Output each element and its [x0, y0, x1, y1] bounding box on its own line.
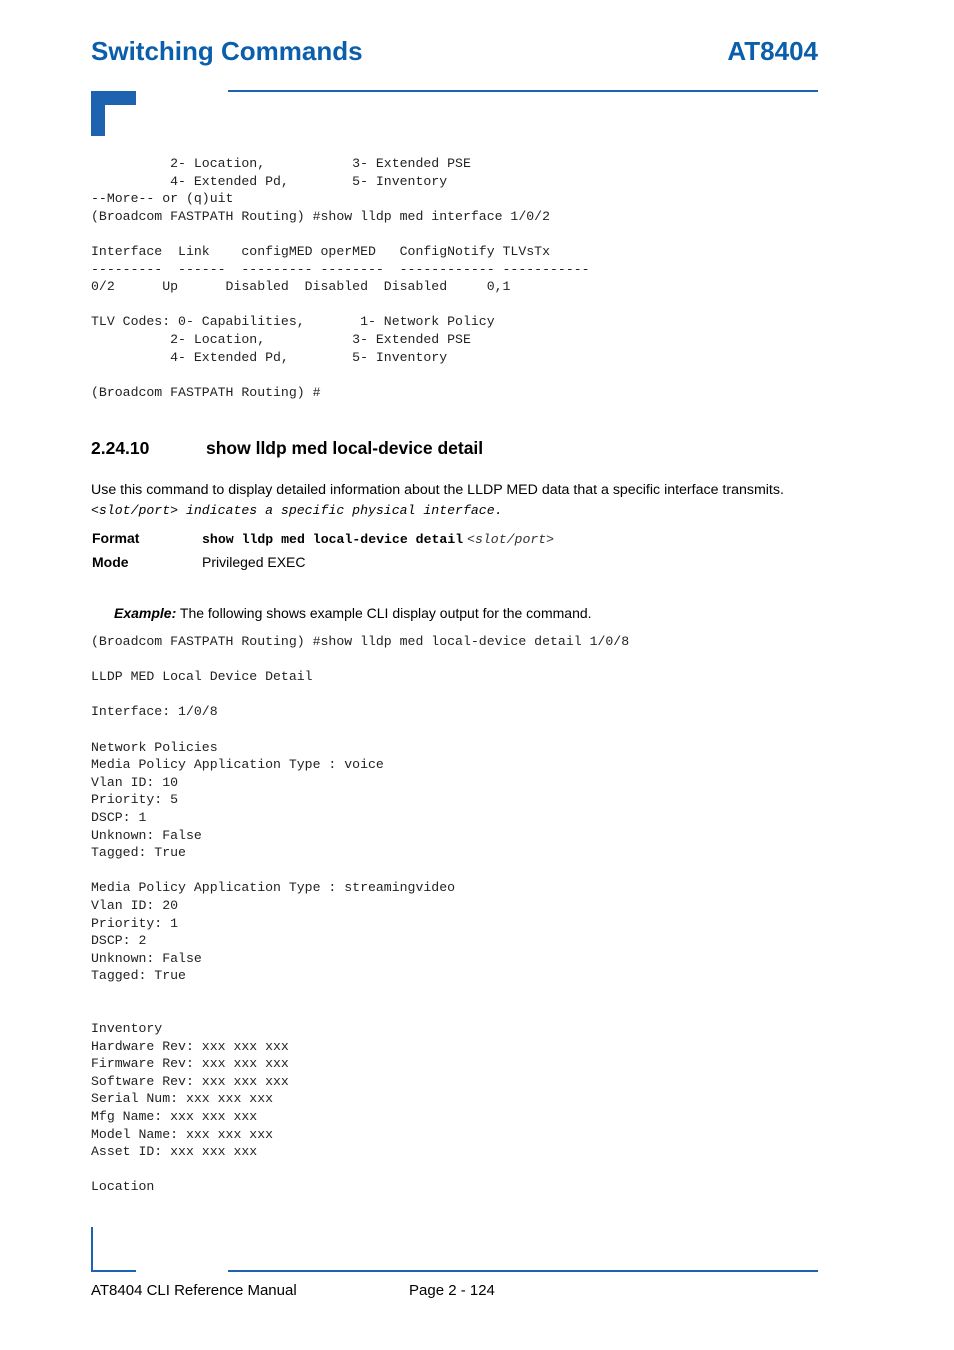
slot-port-note: <slot/port> indicates a specific physical interface. [91, 503, 503, 518]
section-title: show lldp med local-device detail [206, 438, 484, 458]
code-block-local-device-output: (Broadcom FASTPATH Routing) #show lldp med local-device detail 1/0/8 LLDP MED Local Device Detail Interface: 1/0/8 Network Policies Media Policy Application Type : voice Vlan ID: 10 Priority: 5 DSCP: 1 Unknown: False Tagged: True Media Policy Application Type : streamingvideo Vlan ID: 20 Priority: 1 DSCP: 2 Unknown: False Tagged: True Inventory Hardware Rev: xxx xxx xxx Firmware Rev: xxx xxx xxx Software Rev: xxx xxx xxx Serial Num: xxx xxx xxx Mfg Name: xxx xxx xxx Model Name: xxx xxx xxx Asset ID: xxx xxx xxx Location [91, 634, 630, 1195]
format-value [202, 530, 554, 547]
page-header-title: Switching Commands [91, 36, 363, 66]
mode-label: Mode [92, 554, 129, 570]
corner-mark-horizontal [91, 91, 136, 105]
footer-page-number: Page 2 - 124 [409, 1282, 495, 1299]
example-label: Example: [114, 605, 177, 621]
example-text: The following shows example CLI display output for the command. [179, 605, 592, 621]
description-text: Use this command to display detailed information about the LLDP MED data that a specific interface transmits. [91, 482, 784, 498]
section-heading [91, 438, 483, 459]
footer-rule [228, 1270, 818, 1272]
footer-manual-title: AT8404 CLI Reference Manual [91, 1282, 297, 1299]
footer-corner-vertical [91, 1227, 93, 1272]
code-block-interface-output: 2- Location, 3- Extended PSE 4- Extended Pd, 5- Inventory --More-- or (q)uit (Broadcom FASTPATH Routing) #show lldp med interface 1/0/2 Interface Link configMED operMED ConfigNotify TLVsTx --------- ------ --------- -------- ------------ ----------- 0/2 Up Disabled Disabled Disabled 0,1 TLV Codes: 0- Capabilities, 1- Network Policy 2- Location, 3- Extended PSE 4- Extended Pd, 5- Inventory (Broadcom FASTPATH Routing) # [91, 156, 590, 400]
example-line [114, 605, 592, 621]
format-argument: <slot/port> [467, 532, 555, 547]
format-command: show lldp med local-device detail [202, 532, 464, 547]
mode-value: Privileged EXEC [202, 554, 306, 570]
format-label: Format [92, 530, 140, 546]
section-number: 2.24.10 [91, 438, 150, 458]
page-header-product: AT8404 [727, 36, 818, 66]
header-rule [228, 90, 818, 92]
command-description [91, 481, 831, 520]
footer-corner-horizontal [91, 1270, 136, 1272]
